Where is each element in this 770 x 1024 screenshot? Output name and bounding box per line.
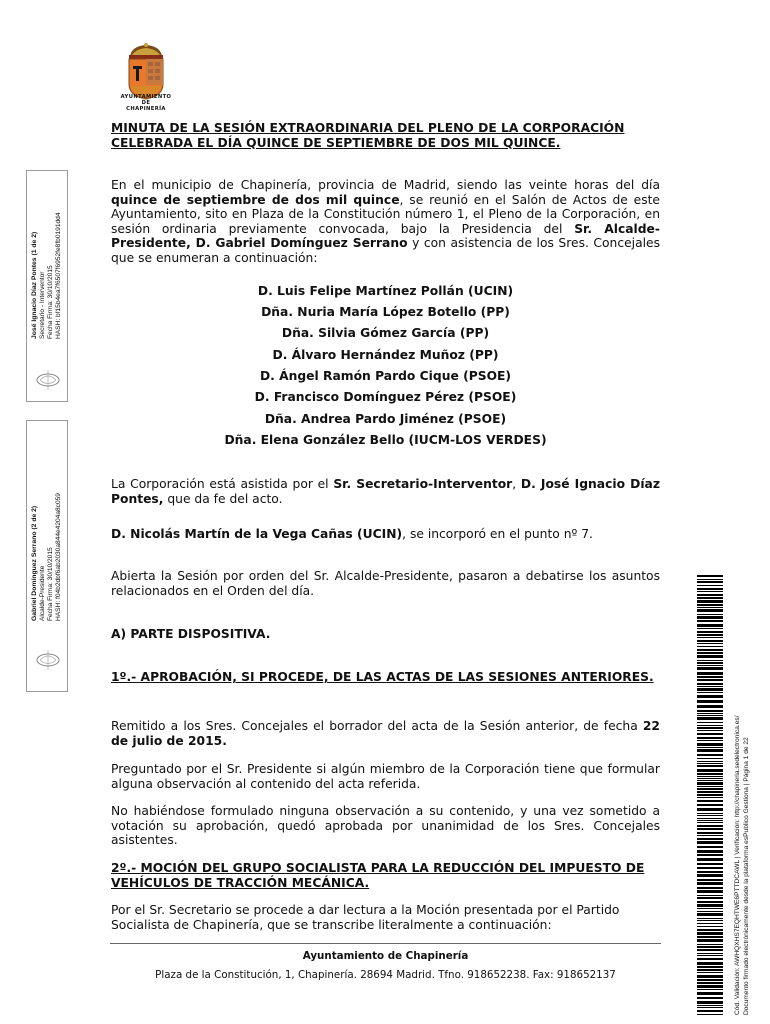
barcode-bar [697,686,723,687]
barcode-bar [697,700,723,703]
barcode-bar [697,778,723,779]
barcode-bar [697,672,723,675]
org-line-1: AYUNTAMIENTO [120,94,172,100]
attendee-item: Dña. Elena González Bello (IUCM-LOS VERDES) [224,433,547,447]
document-title [111,121,660,150]
intro-text-e: y con asistencia de los Sres. Concejales que se enumeran a continuación: [111,236,660,265]
barcode-bar [697,958,723,960]
signer-name-2: Gabriel Domínguez Serrano (2 de 2) [31,505,38,621]
barcode-bar [697,773,723,775]
item-1-paragraph-1 [111,719,660,748]
barcode-bar [697,904,723,907]
signature-text-2 [31,423,69,621]
barcode-bar [697,705,723,708]
signature-seal-icon [35,367,61,393]
org-name [100,94,192,112]
barcode-bar [697,813,723,814]
barcode-bar [697,585,723,586]
barcode-bar [697,743,723,746]
signature-panel-1 [26,170,68,402]
signature-panel-2 [26,420,68,692]
verification-line-1: Cód. Validación: AWHQXHS7EQHTWE6PTTDCAWL | Verificación: http://chapineria.sedelectronica.es/ [734,715,741,1015]
verification-text [734,715,751,1015]
barcode-bar [697,825,723,827]
barcode-bar [697,722,723,723]
item-2-paragraph-1: Por el Sr. Secretario se procede a dar lectura a la Moción presentada por el Partido Socialista de Chapinería, que se transcribe literalmente a continuación: [111,903,620,932]
attendee-item: D. Luis Felipe Martínez Pollán (UCIN) [257,284,514,298]
attendee-item: Dña. Andrea Pardo Jiménez (PSOE) [264,412,507,426]
barcode-bar [697,740,723,741]
intro-text-a: En el municipio de Chapinería, provincia de Madrid, siendo las veinte horas del día [111,178,660,192]
barcode-bar [697,975,723,978]
barcode-bar [697,808,723,811]
signer-role-1: Secretario - Interventor [39,271,46,339]
barcode-bar [697,913,723,916]
attendee-item: D. Ángel Ramón Pardo Cique (PSOE) [259,369,512,383]
barcode-bar [697,955,723,956]
barcode-bar [697,695,723,698]
barcode-bar [697,962,723,965]
footer-address: Plaza de la Constitución, 1, Chapinería. 28694 Madrid. Tfno. 918652238. Fax: 918652137 [155,969,616,981]
barcode-bar [697,1001,723,1004]
org-line-3: CHAPINERÍA [126,106,166,112]
signer-hash-2: HASH: f04b2dbf6ab2030a844e4204a8c059 [55,493,62,621]
barcode-bar [697,932,723,935]
footer-org-name: Ayuntamiento de Chapinería [302,950,469,962]
barcode-bar [697,882,723,885]
barcode-bar [697,737,723,739]
barcode-bar [697,776,723,777]
barcode-bar [697,901,723,903]
barcode-bar [697,640,723,642]
barcode-bar [697,818,723,819]
barcode-bar [697,997,723,999]
signer-date-1: Fecha Firma: 30/10/2015 [47,265,54,339]
title-line-2: CELEBRADA EL DÍA QUINCE DE SEPTIEMBRE DE DOS MIL QUINCE. [111,135,561,150]
intro-president-bold: Sr. Alcalde-Presidente, D. Gabriel Domínguez Serrano [111,221,660,251]
assistance-paragraph [111,477,660,506]
assist-name-bold: D. José Ignacio Díaz Pontes, [111,477,660,506]
barcode-bar [697,992,723,995]
barcode-bar [697,643,723,644]
barcode-bar [697,804,723,806]
signer-name-1: José Ignacio Díaz Pontes (1 de 2) [31,231,38,339]
barcode-bar [697,688,723,691]
barcode-bar [697,800,723,802]
attendee-item: D. Francisco Domínguez Pérez (PSOE) [254,390,517,404]
barcode-bar [697,620,723,622]
item-1-paragraph-2: Preguntado por el Sr. Presidente si algún miembro de la Corporación tiene que formular alguna observación al contenido del acta referida. [111,762,660,791]
barcode-bar [697,969,723,971]
barcode-bar [697,911,723,912]
late-arrival-paragraph [111,527,660,542]
barcode-bar [697,594,723,596]
municipal-crest-logo [118,42,174,100]
barcode-bar [697,676,723,678]
barcode-bar [697,929,723,931]
signature-text-1 [31,173,69,339]
barcode-bar [697,985,723,988]
barcode-bar [697,624,723,627]
barcode-bar [697,1005,723,1006]
barcode-bar [697,683,723,685]
barcode-bar [697,972,723,973]
barcode-bar [697,754,723,756]
section-heading: A) PARTE DISPOSITIVA. [111,627,271,641]
footer-divider [110,943,661,944]
barcode-bar [697,879,723,881]
barcode-bar [697,749,723,752]
late-text: , se incorporó en el punto nº 7. [402,527,593,541]
barcode-bar [697,727,723,729]
barcode-bar [697,725,723,726]
barcode-bar [697,609,723,612]
signer-role-2: Alcalde-Presidente [39,565,46,621]
validation-barcode [697,575,723,1017]
intro-paragraph [111,178,660,266]
barcode-bar [697,822,723,823]
barcode-bar [697,710,723,712]
barcode-bar [697,765,723,767]
barcode-bar [697,791,723,793]
barcode-bar [697,946,723,948]
barcode-bar [697,858,723,861]
barcode-bar [697,637,723,638]
barcode-bar [697,895,723,896]
barcode-bar [697,1010,723,1012]
barcode-bar [697,1014,723,1015]
barcode-bar [697,763,723,764]
barcode-bar [697,953,723,954]
title-line-1: MINUTA DE LA SESIÓN EXTRAORDINARIA DEL PLENO DE LA CORPORACIÓN [111,121,625,135]
barcode-bar [697,733,723,735]
barcode-bar [697,604,723,606]
attendee-item: Dña. Silvia Gómez García (PP) [281,326,490,340]
barcode-bar [697,607,723,608]
barcode-bar [697,926,723,927]
barcode-bar [697,989,723,990]
barcode-bar [697,628,723,629]
barcode-bar [697,747,723,748]
barcode-bar [697,897,723,899]
item-2-title: 2º.- MOCIÓN DEL GRUPO SOCIALISTA PARA LA REDUCCIÓN DEL IMPUESTO DE VEHÍCULOS DE TRACCIÓN MECÁNICA. [111,861,645,890]
assist-text-a: La Corporación está asistida por el [111,477,334,491]
barcode-bar [697,838,723,840]
barcode-bar [697,646,723,647]
barcode-bar [697,782,723,785]
attendee-item: D. Álvaro Hernández Muñoz (PP) [272,348,499,362]
barcode-bar [697,788,723,790]
barcode-bar [697,887,723,889]
barcode-bar [697,936,723,938]
barcode-bar [697,679,723,681]
barcode-bar [697,854,723,856]
assist-text-e: que da fe del acto. [163,491,283,506]
barcode-bar [697,667,723,670]
barcode-bar [697,820,723,821]
barcode-bar [697,867,723,869]
barcode-bar [697,655,723,658]
barcode-bar [697,713,723,714]
barcode-bar [697,794,723,796]
barcode-bar [697,730,723,731]
barcode-bar [697,923,723,924]
barcode-bar [697,591,723,592]
intro-text-c: , se reunió en el Salón de Actos de este Ayuntamiento, sito en Plaza de la Constitución número 1, el Pleno de la Corporación, en sesión ordinaria previamente convocada, bajo la Presidencia del [111,192,660,236]
barcode-bar [697,949,723,951]
barcode-bar [697,631,723,633]
attendee-item: Dña. Nuria María López Botello (PP) [261,305,510,319]
barcode-bar [697,660,723,661]
barcode-bar [697,979,723,981]
item-1-title: 1º.- APROBACIÓN, SI PROCEDE, DE LAS ACTAS DE LAS SESIONES ANTERIORES. [111,670,654,684]
barcode-bar [697,939,723,942]
barcode-bar [697,832,723,834]
barcode-bar [697,692,723,693]
barcode-bar [697,815,723,816]
signer-date-2: Fecha Firma: 30/10/2015 [47,547,54,621]
assist-role-bold: Sr. Secretario-Interventor [333,477,513,491]
barcode-bar [697,890,723,893]
barcode-bar [697,944,723,945]
org-line-2: DE [141,100,151,106]
item-1-date-bold: 22 de julio de 2015. [111,719,660,748]
barcode-bar [697,908,723,909]
signer-hash-1: HASH: bf15b4ea7f6507f6952fe8fb0191dd4 [55,212,62,339]
barcode-bar [697,769,723,772]
barcode-bar [697,717,723,720]
barcode-bar [697,581,723,583]
late-name-bold: D. Nicolás Martín de la Vega Cañas (UCIN) [111,527,403,541]
barcode-bar [697,588,723,590]
barcode-bar [697,920,723,921]
barcode-bar [697,600,723,603]
barcode-bar [697,828,723,830]
barcode-bar [697,634,723,636]
barcode-bar [697,652,723,654]
barcode-bar [697,579,723,580]
barcode-bar [697,846,723,848]
signature-seal-icon [35,647,61,673]
assist-text-c: , [512,477,521,491]
barcode-bar [697,850,723,853]
barcode-bar [697,874,723,877]
barcode-bar [697,871,723,873]
barcode-bar [697,715,723,716]
barcode-bar [697,616,723,619]
barcode-bar [697,786,723,787]
barcode-bar [697,966,723,968]
barcode-bar [697,780,723,781]
verification-line-2: Documento firmado electrónicamente desde la plataforma esPublico Gestiona | Página 1 de 22 [742,737,750,1015]
barcode-bar [697,797,723,798]
barcode-bar [697,575,723,577]
barcode-bar [697,982,723,984]
barcode-bar [697,835,723,836]
opening-paragraph: Abierta la Sesión por orden del Sr. Alcalde-Presidente, pasaron a debatirse los asuntos relacionados en el Orden del día. [111,569,660,598]
barcode-bar [697,1007,723,1008]
intro-date-bold: quince de septiembre de dos mil quince [111,192,400,207]
barcode-bar [697,758,723,759]
barcode-bar [697,761,723,762]
item-1-text: Remitido a los Sres. Concejales el borrador del acta de la Sesión anterior, de fecha [111,719,643,733]
item-1-paragraph-3: No habiéndose formulado ninguna observación a su contenido, y una vez sometido a votación su aprobación, quedó aprobada por unanimidad de los Sres. Concejales asistentes. [111,804,660,848]
barcode-bar [697,597,723,599]
barcode-bar [697,649,723,651]
barcode-bar [697,841,723,844]
barcode-bar [697,863,723,865]
barcode-bar [697,665,723,666]
barcode-bar [697,918,723,919]
barcode-bar [697,614,723,615]
barcode-bar [697,662,723,664]
